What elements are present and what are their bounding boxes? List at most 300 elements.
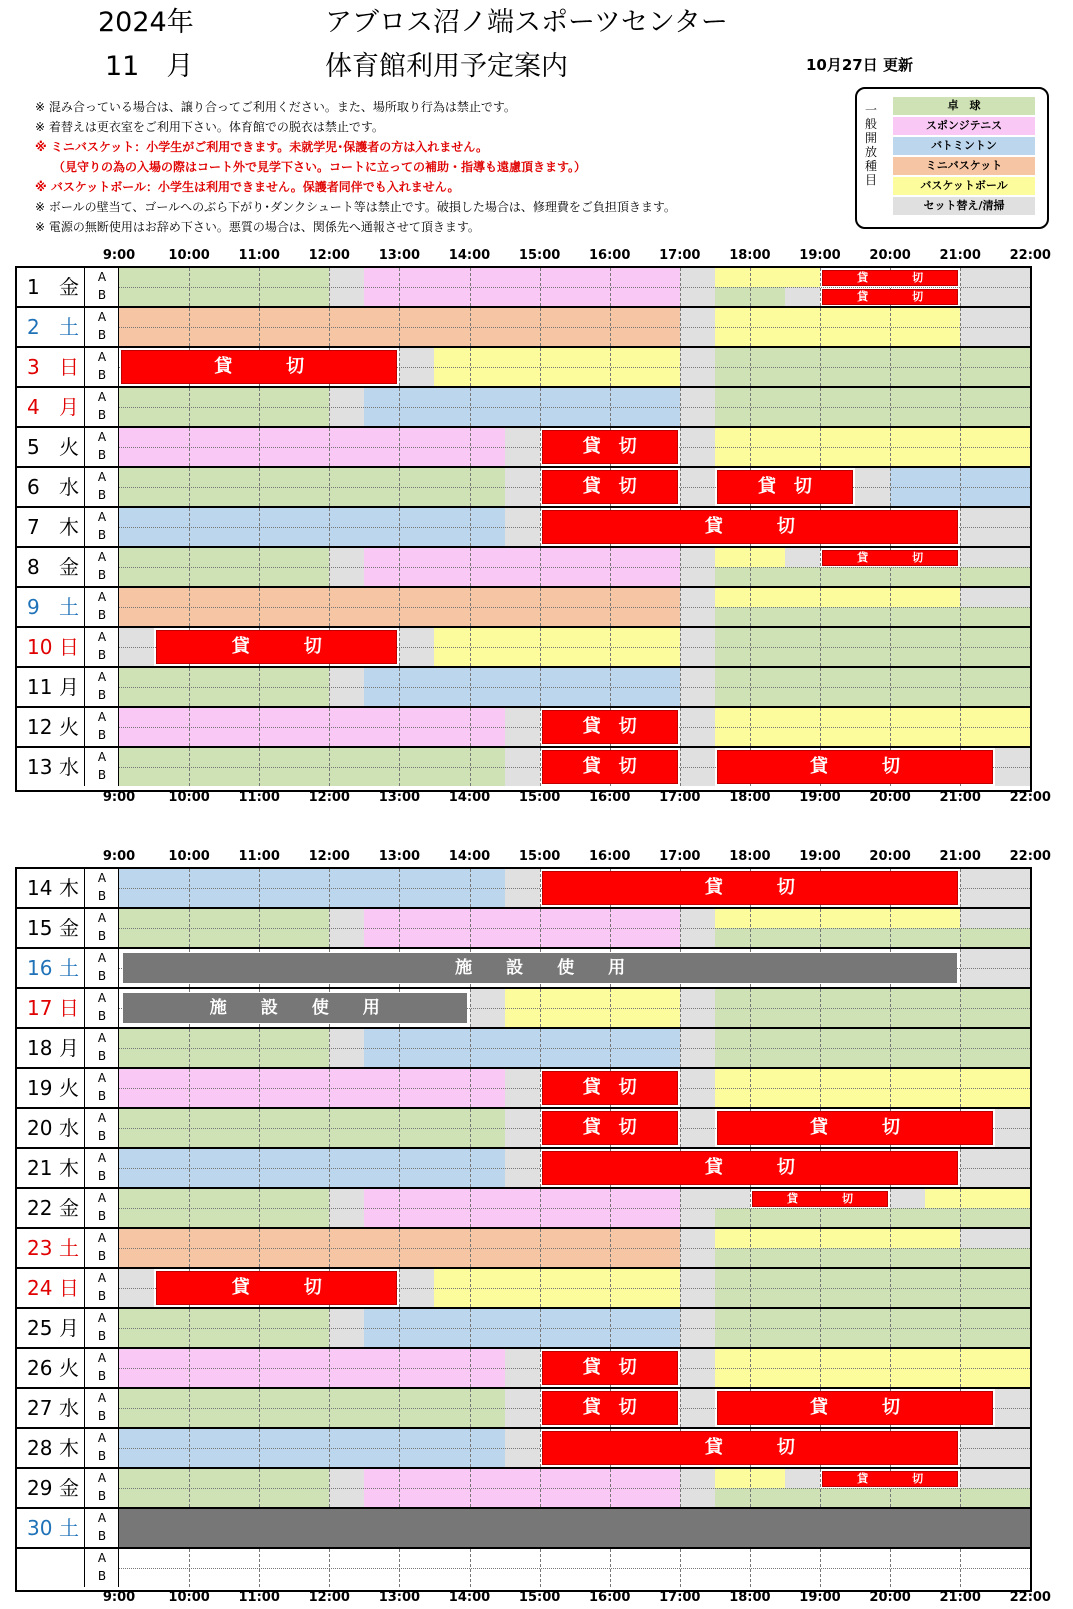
court-label-cell — [85, 388, 119, 426]
time-label: 13:00 — [378, 248, 421, 263]
court-label: B — [97, 1409, 107, 1423]
court-label: B — [97, 608, 107, 622]
note-line: ※ ミニバスケット：小学生がご利用できます。未就学児･保護者の方は入れません。 — [35, 140, 489, 154]
day-cell — [17, 1309, 85, 1347]
reserved-block: 貸 切 — [542, 510, 959, 544]
day-number: 14 — [27, 876, 53, 900]
note-line: （見守りの為の入場の際はコート外で見学下さい。コートに立っての補助・指導も遠慮頂きます。） — [53, 160, 587, 174]
time-label: 14:00 — [448, 790, 491, 805]
court-label: A — [97, 1111, 107, 1125]
court-label: A — [97, 1511, 107, 1525]
activity-block-court-b — [785, 287, 820, 306]
court-label: A — [97, 1431, 107, 1445]
day-number: 21 — [27, 1156, 53, 1180]
court-label: A — [97, 1551, 107, 1565]
day-of-week: 金 — [59, 1476, 79, 1500]
court-label: B — [97, 1249, 107, 1263]
day-of-week: 火 — [59, 1076, 79, 1100]
court-divider — [119, 327, 1030, 328]
day-cell — [17, 548, 85, 586]
court-divider — [119, 1528, 1030, 1529]
court-label-cell — [85, 468, 119, 506]
reserved-block: 貸 切 — [156, 1271, 397, 1305]
time-label: 16:00 — [588, 1590, 631, 1605]
court-label: B — [97, 1369, 107, 1383]
court-label-cell — [85, 548, 119, 586]
day-of-week: 日 — [59, 635, 79, 659]
day-cell — [17, 308, 85, 346]
court-label-cell — [85, 268, 119, 306]
court-label: A — [97, 1151, 107, 1165]
court-label: A — [97, 951, 107, 965]
day-cell — [17, 1469, 85, 1507]
court-label: B — [97, 688, 107, 702]
activity-block-court-b — [715, 1248, 1030, 1267]
court-label-cell — [85, 708, 119, 746]
day-number: 27 — [27, 1396, 53, 1420]
time-label: 10:00 — [168, 790, 210, 805]
court-label-cell — [85, 1389, 119, 1427]
reserved-block: 貸 切 — [542, 1071, 678, 1105]
time-label: 17:00 — [659, 849, 701, 864]
time-label: 20:00 — [869, 849, 911, 864]
day-of-week: 金 — [59, 275, 79, 299]
reserved-block: 貸 切 — [542, 1111, 678, 1145]
court-label: A — [97, 470, 107, 484]
note-line: ※ 電源の無断使用はお辞め下さい。悪質の場合は、関係先へ通報させて頂きます。 — [35, 220, 480, 234]
day-number: 8 — [27, 555, 40, 579]
court-label-cell — [85, 748, 119, 786]
court-label: B — [97, 328, 107, 342]
time-label: 19:00 — [799, 790, 841, 805]
time-label: 11:00 — [238, 849, 280, 864]
schedule-row — [17, 388, 1030, 428]
court-label-cell — [85, 428, 119, 466]
time-label: 19:00 — [799, 849, 841, 864]
reserved-block: 貸 切 — [542, 1391, 678, 1425]
court-divider — [119, 607, 1030, 608]
reserved-block: 貸 切 — [752, 1191, 888, 1207]
schedule-row — [17, 508, 1030, 548]
schedule-row — [17, 989, 1030, 1029]
day-cell — [17, 869, 85, 907]
day-number: 23 — [27, 1236, 53, 1260]
day-number: 19 — [27, 1076, 53, 1100]
time-label: 21:00 — [939, 1590, 981, 1605]
day-cell — [17, 1189, 85, 1227]
day-cell — [17, 508, 85, 546]
day-of-week: 火 — [59, 435, 79, 459]
day-of-week: 土 — [59, 1516, 79, 1540]
court-divider — [119, 928, 1030, 929]
court-label: A — [97, 871, 107, 885]
schedule-row — [17, 1109, 1030, 1149]
court-label: A — [97, 1391, 107, 1405]
reserved-block: 貸 切 — [156, 630, 397, 664]
day-of-week: 土 — [59, 1236, 79, 1260]
day-number: 11 — [27, 675, 53, 699]
schedule-row — [17, 308, 1030, 348]
day-of-week: 月 — [59, 395, 79, 419]
reserved-block: 貸 切 — [717, 470, 853, 504]
note-line: ※ バスケットボール：小学生は利用できません。保護者同伴でも入れません。 — [35, 180, 460, 194]
court-label-cell — [85, 1549, 119, 1587]
time-label: 9:00 — [102, 790, 136, 805]
court-label-cell — [85, 1189, 119, 1227]
activity-block-court-b — [715, 928, 1030, 947]
court-label: A — [97, 1311, 107, 1325]
activity-block-court-a — [785, 1469, 820, 1488]
schedule-row — [17, 1069, 1030, 1109]
facility-use-block: 施 設 使 用 — [123, 993, 467, 1023]
schedule-row — [17, 1509, 1030, 1549]
time-label: 22:00 — [1009, 248, 1051, 263]
court-label: A — [97, 1271, 107, 1285]
day-of-week: 土 — [59, 595, 79, 619]
court-divider — [119, 1048, 1030, 1049]
day-cell — [17, 388, 85, 426]
day-number: 12 — [27, 715, 53, 739]
day-number: 29 — [27, 1476, 53, 1500]
court-label: A — [97, 670, 107, 684]
court-divider — [119, 1208, 1030, 1209]
day-of-week: 土 — [59, 956, 79, 980]
day-of-week: 火 — [59, 715, 79, 739]
activity-block-court-a — [785, 548, 820, 567]
day-cell — [17, 428, 85, 466]
time-label: 9:00 — [102, 248, 136, 263]
schedule-row — [17, 1549, 1030, 1589]
schedule-row — [17, 1469, 1030, 1509]
day-number: 26 — [27, 1356, 53, 1380]
court-label: A — [97, 590, 107, 604]
day-cell — [17, 1069, 85, 1107]
court-label: A — [97, 710, 107, 724]
schedule-row — [17, 1389, 1030, 1429]
schedule-row — [17, 748, 1030, 788]
court-label-cell — [85, 1109, 119, 1147]
court-label: A — [97, 550, 107, 564]
court-label-cell — [85, 1269, 119, 1307]
schedule-row — [17, 1189, 1030, 1229]
court-label: B — [97, 288, 107, 302]
time-label: 20:00 — [869, 1590, 911, 1605]
court-label-cell — [85, 1309, 119, 1347]
court-label-cell — [85, 1069, 119, 1107]
reserved-block: 貸 切 — [121, 350, 397, 384]
reserved-block: 貸 切 — [822, 270, 958, 286]
time-label: 15:00 — [518, 248, 561, 263]
reserved-block: 貸 切 — [822, 289, 958, 305]
court-label: B — [97, 1009, 107, 1023]
court-label: B — [97, 1449, 107, 1463]
court-label: A — [97, 310, 107, 324]
note-line: ※ 着替えは更衣室をご利用下さい。体育館での脱衣は禁止です。 — [35, 120, 384, 134]
day-of-week: 月 — [59, 1036, 79, 1060]
time-label: 10:00 — [168, 1590, 210, 1605]
court-label: B — [97, 929, 107, 943]
court-label: B — [97, 728, 107, 742]
reserved-block: 貸 切 — [717, 1391, 993, 1425]
time-label: 22:00 — [1009, 849, 1051, 864]
schedule-row — [17, 1229, 1030, 1269]
court-label-cell — [85, 869, 119, 907]
court-label: B — [97, 768, 107, 782]
day-of-week: 月 — [59, 675, 79, 699]
time-label: 12:00 — [308, 790, 350, 805]
court-label: A — [97, 390, 107, 404]
time-label: 22:00 — [1009, 1590, 1051, 1605]
schedule-row — [17, 428, 1030, 468]
time-label: 11:00 — [238, 248, 280, 263]
time-label: 17:00 — [659, 790, 701, 805]
day-number: 24 — [27, 1276, 53, 1300]
court-label: B — [97, 448, 107, 462]
time-label: 9:00 — [102, 1590, 136, 1605]
legend-item: バトミントン — [893, 137, 1035, 155]
time-label: 21:00 — [939, 849, 981, 864]
court-label-cell — [85, 588, 119, 626]
court-label: B — [97, 1489, 107, 1503]
updated-date: 10月27日 更新 — [806, 56, 913, 74]
time-label: 17:00 — [659, 248, 701, 263]
day-of-week: 日 — [59, 355, 79, 379]
day-number: 16 — [27, 956, 53, 980]
time-label: 16:00 — [588, 248, 631, 263]
court-label: B — [97, 1329, 107, 1343]
day-number: 22 — [27, 1196, 53, 1220]
schedule-row — [17, 588, 1030, 628]
day-number: 13 — [27, 755, 53, 779]
time-label: 13:00 — [378, 1590, 421, 1605]
time-label: 17:00 — [659, 1590, 701, 1605]
time-label: 20:00 — [869, 790, 911, 805]
year: 2024年 — [98, 7, 194, 38]
court-label-cell — [85, 348, 119, 386]
day-of-week: 日 — [59, 996, 79, 1020]
court-label: B — [97, 368, 107, 382]
day-number: 2 — [27, 315, 40, 339]
time-label: 18:00 — [729, 248, 771, 263]
court-label: A — [97, 510, 107, 524]
court-label-cell — [85, 1029, 119, 1067]
time-label: 19:00 — [799, 248, 841, 263]
court-label: B — [97, 568, 107, 582]
court-label: A — [97, 430, 107, 444]
court-label-cell — [85, 628, 119, 666]
time-label: 20:00 — [869, 248, 911, 263]
day-cell — [17, 1229, 85, 1267]
court-label: A — [97, 911, 107, 925]
day-number: 25 — [27, 1316, 53, 1340]
activity-block-court-b — [715, 1208, 1030, 1227]
activity-block-court-b — [715, 567, 1030, 586]
time-label: 19:00 — [799, 1590, 841, 1605]
schedule-row — [17, 1269, 1030, 1309]
day-number: 1 — [27, 275, 40, 299]
reserved-block: 貸 切 — [542, 470, 678, 504]
day-cell — [17, 348, 85, 386]
day-cell — [17, 1149, 85, 1187]
day-cell — [17, 748, 85, 786]
time-label: 22:00 — [1009, 790, 1051, 805]
time-label: 18:00 — [729, 849, 771, 864]
day-cell — [17, 1109, 85, 1147]
court-label: A — [97, 630, 107, 644]
court-label-cell — [85, 1229, 119, 1267]
facility-name: アブロス沼ノ端スポーツセンター — [325, 7, 728, 38]
day-of-week: 水 — [59, 1396, 79, 1420]
time-label: 10:00 — [168, 248, 210, 263]
time-label: 13:00 — [378, 849, 421, 864]
schedule-row — [17, 468, 1030, 508]
court-label: A — [97, 350, 107, 364]
schedule-row — [17, 628, 1030, 668]
legend-item: バスケットボール — [893, 177, 1035, 195]
time-label: 15:00 — [518, 849, 561, 864]
reserved-block: 貸 切 — [717, 750, 993, 784]
court-label: A — [97, 1071, 107, 1085]
day-cell — [17, 909, 85, 947]
reserved-block: 貸 切 — [717, 1111, 993, 1145]
day-of-week: 木 — [59, 515, 79, 539]
court-divider — [119, 407, 1030, 408]
reserved-block: 貸 切 — [542, 1151, 959, 1185]
time-label: 12:00 — [308, 849, 350, 864]
court-label: B — [97, 488, 107, 502]
court-label: A — [97, 991, 107, 1005]
court-label-cell — [85, 1469, 119, 1507]
day-of-week: 火 — [59, 1356, 79, 1380]
court-divider — [119, 567, 1030, 568]
court-label: B — [97, 1129, 107, 1143]
note-line: ※ 混み合っている場合は、譲り合ってご利用ください。また、場所取り行為は禁止です。 — [35, 100, 516, 114]
court-label-cell — [85, 1429, 119, 1467]
day-cell — [17, 1509, 85, 1547]
court-label-cell — [85, 1149, 119, 1187]
court-label: B — [97, 1049, 107, 1063]
court-label: B — [97, 969, 107, 983]
day-of-week: 金 — [59, 555, 79, 579]
court-label: B — [97, 1529, 107, 1543]
schedule-row — [17, 909, 1030, 949]
time-label: 11:00 — [238, 790, 280, 805]
activity-block-court-b — [715, 1488, 1030, 1507]
time-label: 13:00 — [378, 790, 421, 805]
day-cell — [17, 268, 85, 306]
schedule-row — [17, 268, 1030, 308]
time-label: 14:00 — [448, 248, 491, 263]
time-label: 12:00 — [308, 248, 350, 263]
day-number: 17 — [27, 996, 53, 1020]
court-label-cell — [85, 1349, 119, 1387]
schedule-row — [17, 1429, 1030, 1469]
day-cell — [17, 949, 85, 987]
day-number: 5 — [27, 435, 40, 459]
time-label: 21:00 — [939, 248, 981, 263]
schedule-row — [17, 668, 1030, 708]
reserved-block: 貸 切 — [542, 871, 959, 905]
day-cell — [17, 628, 85, 666]
day-of-week: 水 — [59, 1116, 79, 1140]
activity-block-court-a — [680, 1189, 750, 1208]
court-label: B — [97, 648, 107, 662]
day-cell — [17, 668, 85, 706]
reserved-block: 貸 切 — [542, 1431, 959, 1465]
time-label: 10:00 — [168, 849, 210, 864]
court-divider — [119, 1248, 1030, 1249]
day-number: 15 — [27, 916, 53, 940]
schedule-row — [17, 869, 1030, 909]
court-label-cell — [85, 989, 119, 1027]
legend-item: セット替え/清掃 — [893, 197, 1035, 215]
court-label-cell — [85, 949, 119, 987]
day-cell — [17, 1429, 85, 1467]
court-label-cell — [85, 668, 119, 706]
court-label: A — [97, 1471, 107, 1485]
court-label: B — [97, 1569, 107, 1583]
reserved-block: 貸 切 — [542, 710, 678, 744]
day-of-week: 土 — [59, 315, 79, 339]
court-divider — [119, 1568, 1030, 1569]
reserved-block: 貸 切 — [822, 550, 958, 566]
legend-vertical-label: 一般開放種目 — [865, 103, 878, 187]
day-number: 30 — [27, 1516, 53, 1540]
schedule-row — [17, 708, 1030, 748]
court-label-cell — [85, 508, 119, 546]
reserved-block: 貸 切 — [822, 1471, 958, 1487]
court-label: A — [97, 1191, 107, 1205]
court-divider — [119, 687, 1030, 688]
month: 11 月 — [105, 51, 194, 82]
court-label-cell — [85, 308, 119, 346]
legend-item: 卓 球 — [893, 97, 1035, 115]
legend-item: ミニバスケット — [893, 157, 1035, 175]
day-of-week: 水 — [59, 475, 79, 499]
day-number: 6 — [27, 475, 40, 499]
schedule-row — [17, 348, 1030, 388]
day-number: 3 — [27, 355, 40, 379]
court-label: B — [97, 1289, 107, 1303]
court-label: B — [97, 1089, 107, 1103]
schedule-row — [17, 1309, 1030, 1349]
schedule-row — [17, 1149, 1030, 1189]
day-number: 20 — [27, 1116, 53, 1140]
activity-block-court-a — [785, 268, 820, 287]
court-label: A — [97, 1031, 107, 1045]
court-label: A — [97, 750, 107, 764]
court-label: B — [97, 889, 107, 903]
day-cell — [17, 588, 85, 626]
day-number: 9 — [27, 595, 40, 619]
day-cell — [17, 468, 85, 506]
facility-use-block: 施 設 使 用 — [123, 953, 957, 983]
court-label: B — [97, 1169, 107, 1183]
time-label: 18:00 — [729, 790, 771, 805]
time-label: 14:00 — [448, 1590, 491, 1605]
activity-block-court-b — [715, 607, 1030, 626]
legend-item: スポンジテニス — [893, 117, 1035, 135]
court-label-cell — [85, 909, 119, 947]
time-label: 12:00 — [308, 1590, 350, 1605]
schedule-row — [17, 1029, 1030, 1069]
day-of-week: 木 — [59, 876, 79, 900]
time-label: 16:00 — [588, 849, 631, 864]
day-cell — [17, 708, 85, 746]
court-label: A — [97, 1351, 107, 1365]
court-divider — [119, 1488, 1030, 1489]
court-divider — [119, 1328, 1030, 1329]
